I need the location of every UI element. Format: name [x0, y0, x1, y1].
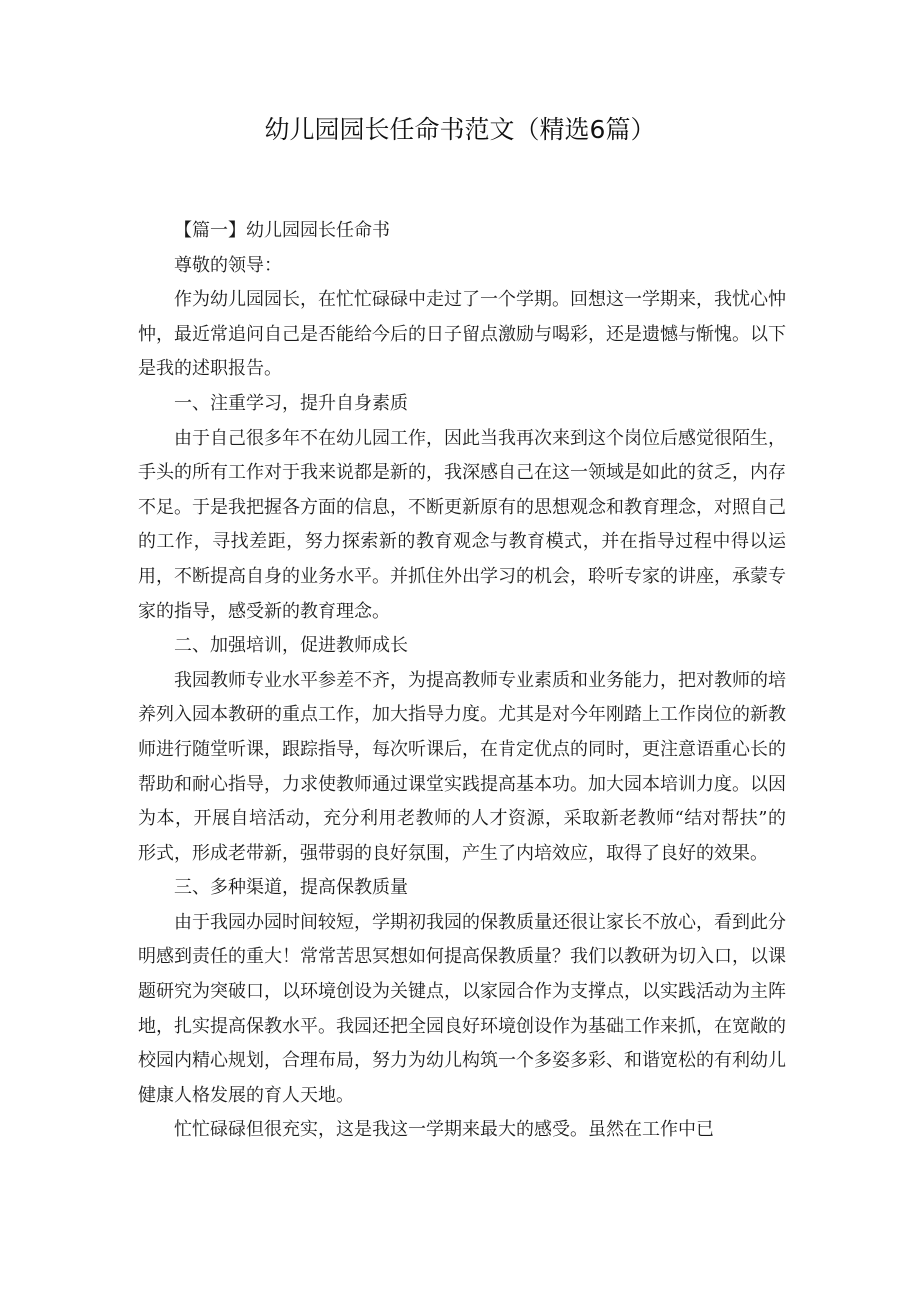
- subheading-3: 三、多种渠道，提高保教质量: [174, 877, 408, 899]
- paragraph-3: 由于我园办园时间较短，学期初我园的保教质量还很让家长不放心，看到此分明感到责任的重大！常常苦思冥想如何提高保教质量？我们以教研为切入口，以课题研究为突破口，以环境创设为关键点，以家园合作为支撑点，以实践活动为主阵地，扎实提高保教水平。我园还把全园良好环境创设作为基础工作来抓，在宽敞的校园内精心规划，合理布局，努力为幼儿构筑一个多姿多彩、和谐宽松的有利幼儿健康人格发展的育人天地。: [138, 911, 786, 1106]
- paragraph-1: 由于自己很多年不在幼儿园工作，因此当我再次来到这个岗位后感觉很陌生，手头的所有工作对于我来说都是新的，我深感自己在这一领域是如此的贫乏，内存不足。于是我把握各方面的信息，不断更新原有的思想观念和教育理念，对照自己的工作，寻找差距，努力探索新的教育观念与教育模式，并在指导过程中得以运用，不断提高自身的业务水平。并抓住外出学习的机会，聆听专家的讲座，承蒙专家的指导，感受新的教育理念。: [138, 427, 786, 622]
- subheading-1: 一、注重学习，提升自身素质: [174, 392, 408, 414]
- salutation: 尊敬的领导：: [174, 254, 282, 276]
- paragraph-intro: 作为幼儿园园长，在忙忙碌碌中走过了一个学期。回想这一学期来，我忧心忡忡，最近常追问自己是否能给今后的日子留点激励与喝彩，还是遗憾与惭愧。以下是我的述职报告。: [138, 289, 786, 380]
- paragraph-2: 我园教师专业水平参差不齐，为提高教师专业素质和业务能力，把对教师的培养列入园本教研的重点工作，加大指导力度。尤其是对今年刚踏上工作岗位的新教师进行随堂听课，跟踪指导，每次听课后，在肯定优点的同时，更注意语重心长的帮助和耐心指导，力求使教师通过课堂实践提高基本功。加大园本培训力度。以因为本，开展自培活动，充分利用老教师的人才资源，采取新老教师“结对帮扶”的形式，形成老带新，强带弱的良好氛围，产生了内培效应，取得了良好的效果。: [138, 669, 786, 864]
- document-body: [138, 214, 786, 1148]
- section-heading: 【篇一】幼儿园园长任命书: [174, 220, 390, 241]
- subheading-2: 二、加强培训，促进教师成长: [174, 635, 408, 657]
- paragraph-closing: 忙忙碌碌但很充实，这是我这一学期来最大的感受。虽然在工作中已: [174, 1119, 714, 1141]
- document-title: 幼儿园园长任命书范文（精选6篇）: [264, 115, 656, 144]
